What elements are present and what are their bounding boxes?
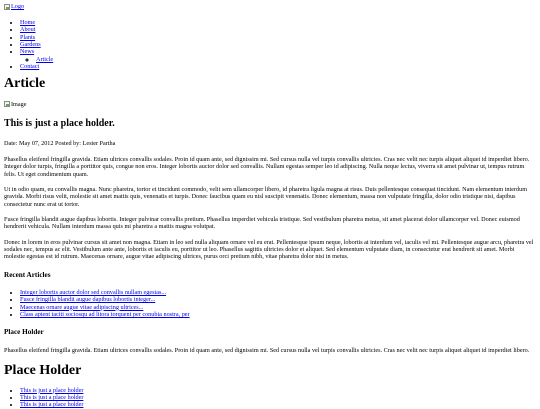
place-holder-link[interactable]: This is just a place holder	[20, 386, 84, 394]
nav-link-plants[interactable]: Plants	[20, 33, 36, 41]
place-holder-link[interactable]: This is just a place holder	[20, 401, 84, 409]
broken-image-icon	[4, 101, 10, 107]
nav-link-article[interactable]: Article	[36, 55, 54, 63]
place-holder-text: Phasellus eleifend fringilla gravida. Etiam ultrices convallis sodales. Proin id quam ante, sed dignissim mi. Sed cursus nulla vel turpis convallis ultricies. Cras nec velit nec turpis aliquet aliquet id imperdiet libero.	[4, 346, 530, 354]
recent-article-link[interactable]: Fusce fringilla blandit augue dapibus lobortis integer...	[20, 296, 156, 304]
nav-link-home[interactable]: Home	[20, 18, 36, 26]
list-item	[20, 394, 536, 401]
nav-item-home	[20, 19, 536, 26]
article-paragraph: Phasellus eleifend fringilla gravida. Etiam ultrices convallis sodales. Proin id quam ante, sed dignissim mi. Sed cursus nulla vel turpis convallis ultricies. Cras nec velit nec turpis aliquet aliquet id imperdiet libero. Integer dolor turpis, fringilla a porttitor quis, congue non eros. Integer lobortis auctor dolor sed convallis. Nullam egestas semper leo id adipiscing. Nulla neque lectus, viverra sit amet pulvinar ut, tempus rutrum felis. Ut eget condimentum quam.	[4, 156, 530, 178]
recent-article-link[interactable]: Integer lobortis auctor dolor sed convallis nullam egestas...	[20, 289, 167, 297]
recent-articles-heading: Recent Articles	[4, 270, 51, 279]
nav-list	[4, 19, 536, 70]
nav-link-contact[interactable]: Contact	[20, 62, 40, 70]
nav-link-news[interactable]: News	[20, 48, 35, 56]
place-holder-heading: Place Holder	[4, 328, 44, 337]
article-image	[4, 101, 536, 108]
article-paragraph: Fusce fringilla blandit augue dapibus lobortis. Integer pulvinar convallis pretium. Phasellus imperdiet vehicula tristique. Sed vestibulum pharetra metus, sit amet placerat dolor ullamcorper vel. Donec euismod hendrerit vehicula. Nullam interdum massa quis mi pharetra a mattis magna volutpat.	[4, 215, 520, 231]
list-item	[20, 296, 536, 303]
list-item	[20, 387, 536, 394]
nav-item-news	[20, 48, 536, 63]
nav-item-plants	[20, 34, 536, 41]
nav-item-about	[20, 26, 536, 33]
nav-link-gardens[interactable]: Gardens	[20, 40, 41, 48]
list-item	[20, 289, 536, 296]
list-item	[20, 311, 536, 318]
nav-link-about[interactable]: About	[20, 26, 36, 34]
recent-article-link[interactable]: Class aptent taciti sociosqu ad litora torquent per conubia nostra, per	[20, 310, 190, 318]
place-holder-list	[4, 387, 536, 409]
page-title: Article	[4, 76, 46, 92]
image-alt-text: Image	[11, 100, 27, 108]
recent-articles-list	[4, 289, 536, 318]
place-holder-link[interactable]: This is just a place holder	[20, 393, 84, 401]
logo-link[interactable]	[4, 3, 24, 10]
logo-alt-text: Logo	[11, 3, 25, 10]
place-holder-big-heading: Place Holder	[4, 363, 82, 379]
article-paragraph: Donec in lorem in eros pulvinar cursus sit amet non magna. Etiam in leo sed nulla aliquam ornare vel eu erat. Pellentesque ipsum neque, lobortis at interdum vel, iaculis vel mi. Pellentesque augue arcu, pharetra vel sodales nec, tempus ac elit. Vestibulum ante ante, lobortis et iaculis eu, porttitor ut leo. Phasellus sagittis ultricies dolor et aliquet. Sed elementum vulputate diam, in consectetur erat hendrerit sit amet. Morbi molestie egestas est id rutrum. Maecenas ornare, augue vitae adipiscing ultrices, purus orci pretium nibh, vitae pharetra dolor nisi in metus.	[4, 238, 534, 261]
article-meta: Date: May 07, 2012 Posted by: Lester Partha	[4, 139, 116, 147]
nav-item-contact	[20, 63, 536, 70]
article-title: This is just a place holder.	[4, 117, 115, 129]
main-nav	[4, 19, 536, 70]
news-submenu	[20, 56, 536, 63]
list-item	[20, 304, 536, 311]
nav-subitem-article	[36, 56, 536, 63]
article-paragraph: Ut in odio quam, eu convallis magna. Nunc pharetra, tortor et tincidunt commodo, velit sem ullamcorper libero, id pharetra ligula magna at risus. Duis pellentesque consequat tincidunt. Nam elementum interdum gravida. Morbi risus velit, molestie sit amet mattis quis, venenatis et turpis. Donec faucibus quam eu nisl suscipit venenatis. Donec elementum, massa non vulputate fringilla, dolor odio tristique nisi, dapibus consectetur nunc erat ut tortor.	[4, 186, 528, 208]
recent-article-link[interactable]: Maecenas ornare augue vitae adipiscing ultrices...	[20, 303, 144, 311]
nav-item-gardens	[20, 41, 536, 48]
broken-image-icon	[4, 4, 10, 10]
